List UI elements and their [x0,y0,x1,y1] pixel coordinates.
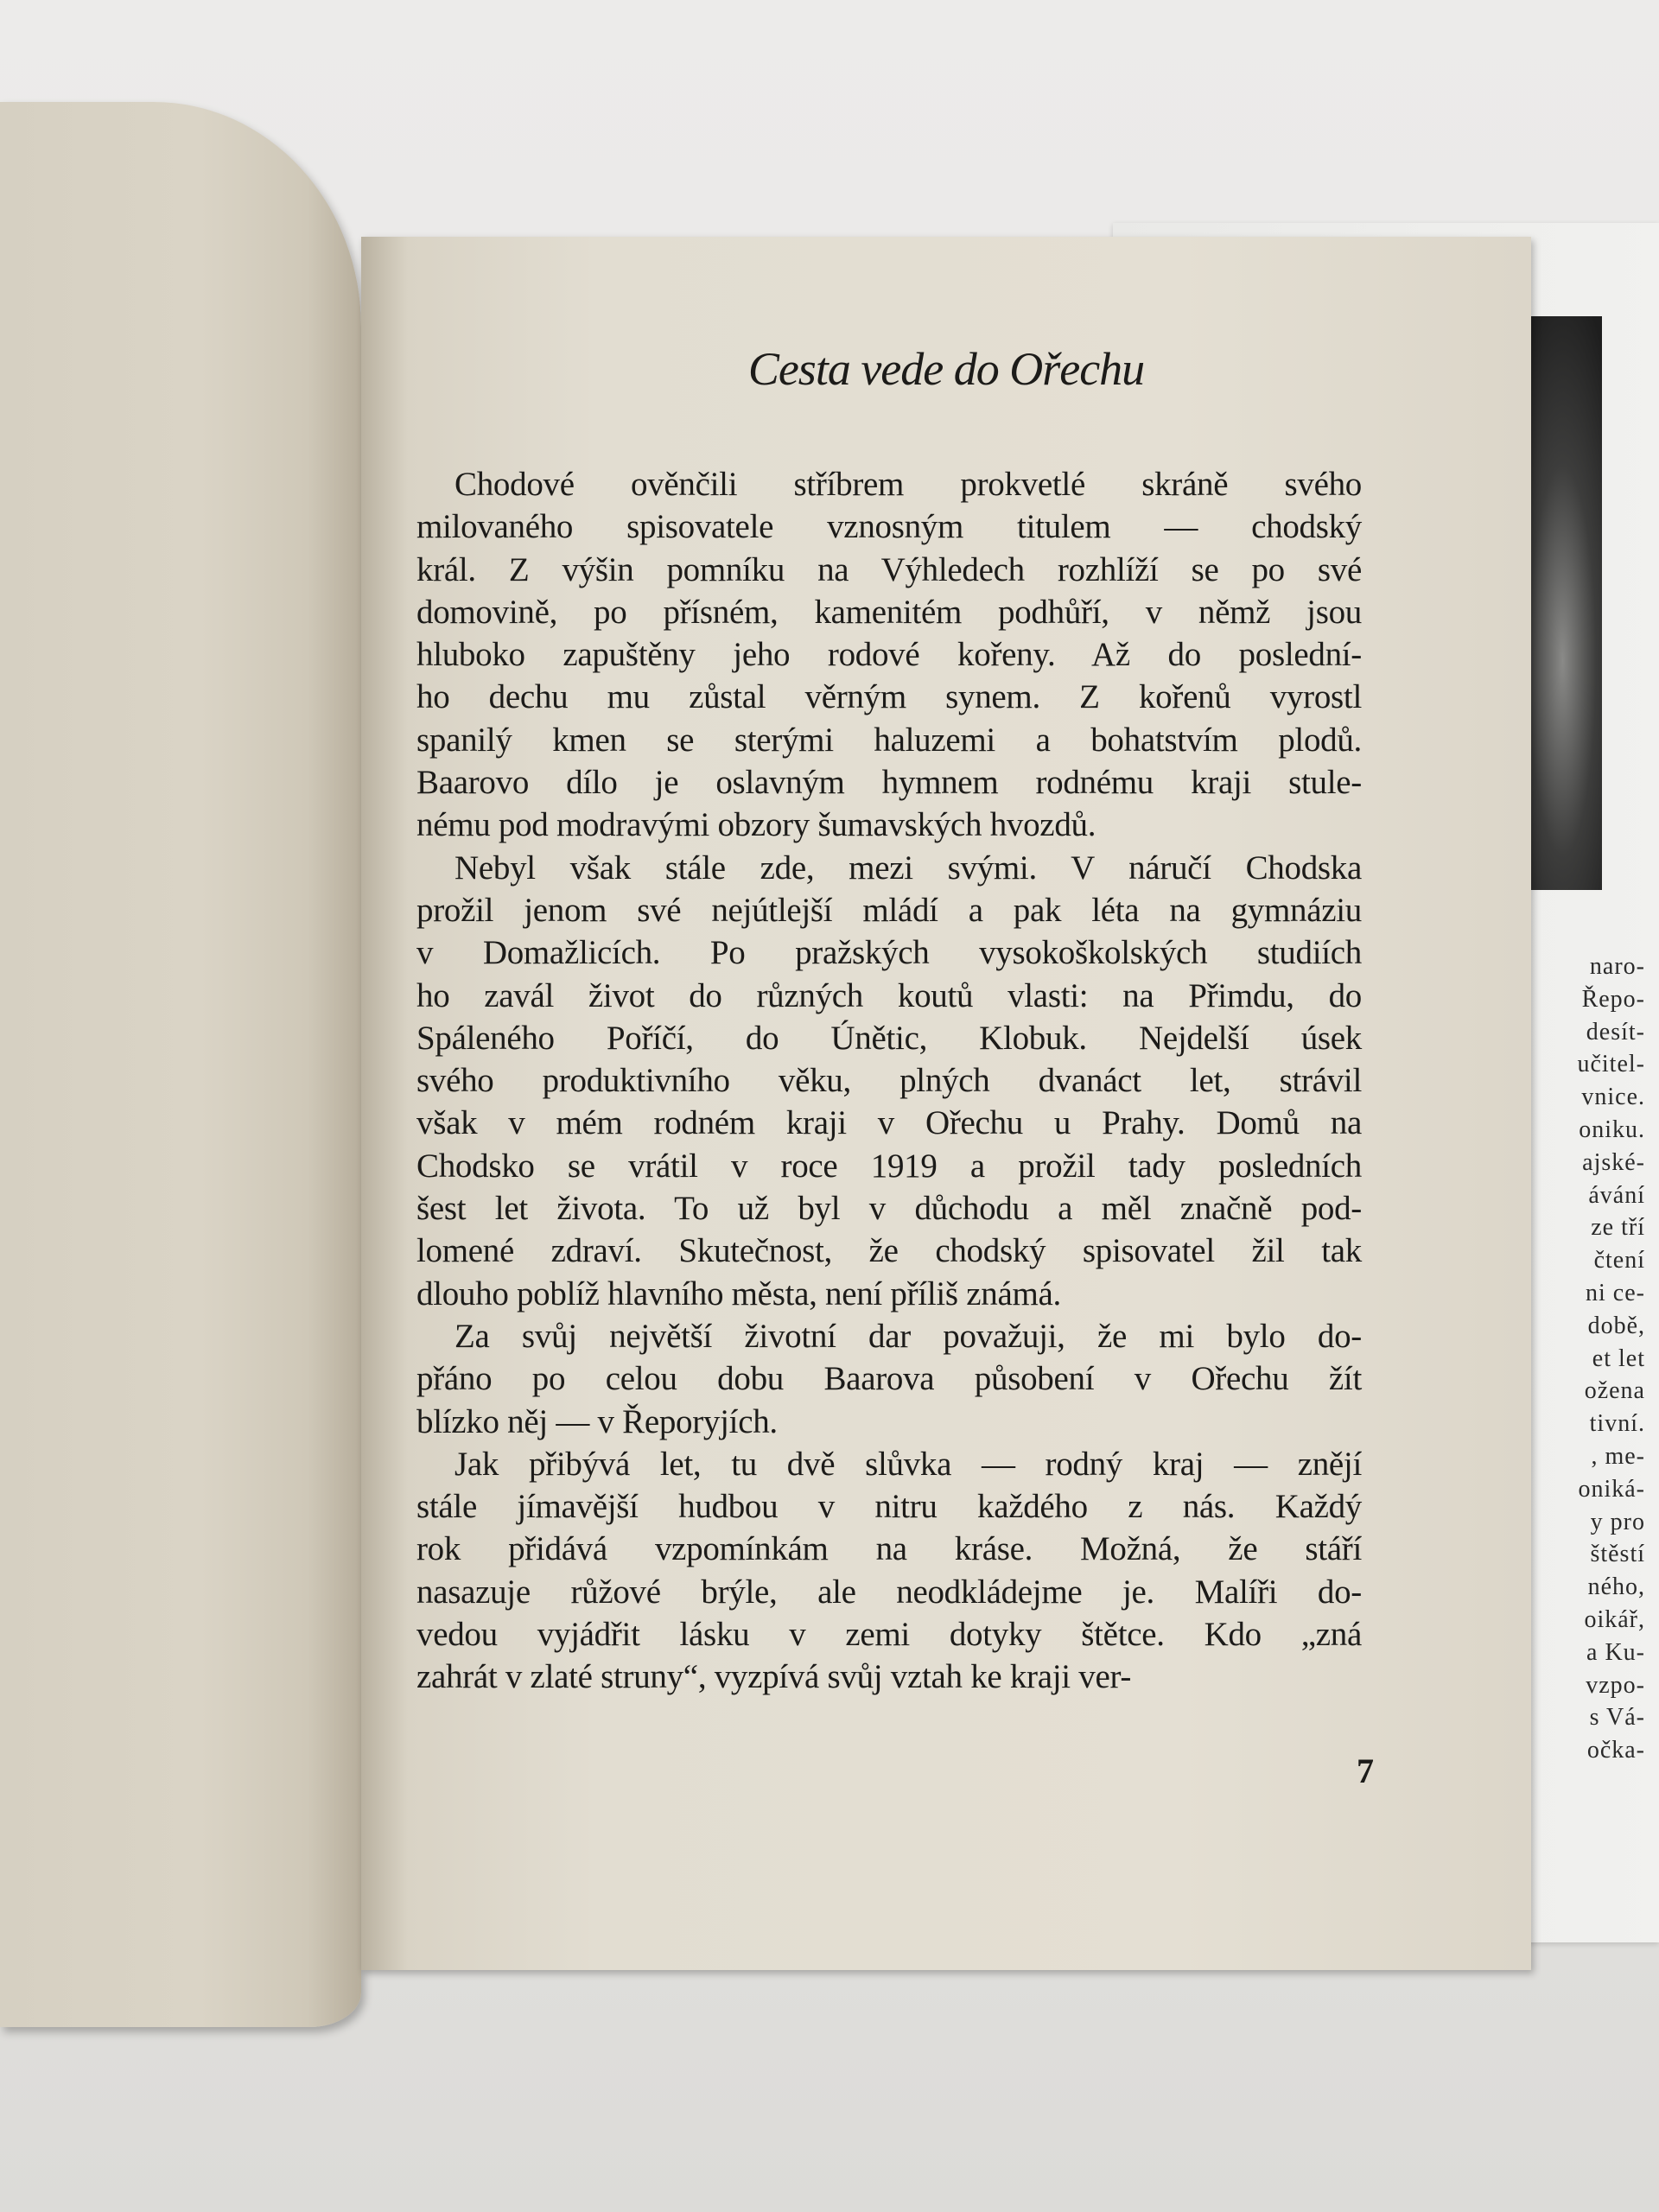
left-page [0,102,361,2027]
adjacent-text-fragment: ného, [1587,1573,1645,1601]
text-line: přáno po celou dobu Baarova působení v Ořechu žít [416,1360,1362,1398]
text-line: král. Z výšin pomníku na Výhledech rozhlíží se po své [416,550,1362,588]
adjacent-text-fragment: oniká- [1578,1475,1645,1503]
text-line: spanilý kmen se sterými haluzemi a bohatstvím plodů. [416,721,1362,759]
text-line: domovině, po přísném, kamenitém podhůří, v němž jsou [416,593,1362,631]
text-line: Chodové ověnčili stříbrem prokvetlé skráně svého [454,466,1362,503]
adjacent-text-fragment: očka- [1586,1737,1645,1764]
adjacent-text-fragment: a Ku- [1586,1638,1645,1666]
text-line: dlouho poblíž hlavního města, není příliš známá. [416,1274,1061,1313]
text-line: hluboko zapuštěny jeho rodové kořeny. Až do poslední- [416,636,1362,674]
text-line: prožil jenom své nejútlejší mládí a pak léta na gymnáziu [416,891,1362,929]
adjacent-text-fragment: s Vá- [1589,1704,1645,1732]
text-line: nému pod modravými obzory šumavských hvozdů. [416,806,1096,844]
text-line: Chodsko se vrátil v roce 1919 a prožil tady posledních [416,1147,1362,1185]
adjacent-text-fragment: oniku. [1579,1116,1645,1143]
page-number: 7 [1357,1751,1374,1790]
adjacent-text-fragment: ožena [1584,1377,1645,1405]
adjacent-text-fragment: tivní. [1589,1410,1645,1438]
text-line: Za svůj největší životní dar považuji, že mi bylo do- [454,1317,1362,1355]
text-line: rok přidává vzpomínkám na kráse. Možná, že stáří [416,1530,1362,1568]
adjacent-text-fragment: vzpo- [1586,1671,1645,1699]
adjacent-text-fragment: ajské- [1582,1148,1645,1176]
adjacent-text-fragment: ni ce- [1586,1280,1645,1306]
adjacent-text-fragment: vnice. [1581,1084,1645,1111]
text-line: svého produktivního věku, plných dvanáct let, strávil [416,1062,1362,1100]
body-text [416,463,1362,1699]
chapter-title: Cesta vede do Ořechu [747,343,1145,395]
adjacent-text-fragment: ze tří [1591,1214,1645,1242]
adjacent-text-fragment: učitel- [1577,1051,1645,1078]
text-line: šest let života. To už byl v důchodu a měl značně pod- [416,1190,1362,1228]
adjacent-page-text [1531,950,1645,1764]
text-line: milovaného spisovatele vznosným titulem — chodský [416,508,1362,546]
adjacent-text-fragment: čtení [1593,1247,1645,1274]
right-page [361,237,1531,1970]
adjacent-text-fragment: štěstí [1590,1541,1645,1568]
adjacent-text-fragment: naro- [1589,953,1645,980]
adjacent-text-fragment: ávání [1588,1181,1645,1209]
adjacent-text-fragment: , me- [1591,1443,1645,1470]
text-line: však v mém rodném kraji v Ořechu u Prahy. Domů na [416,1104,1362,1142]
text-line: stále jímavější hudbou v nitru každého z nás. Každý [416,1488,1362,1526]
text-line: blízko něj — v Řeporyjích. [416,1402,778,1440]
adjacent-text-fragment: desít- [1586,1018,1645,1046]
text-line: ho zavál život do různých koutů vlasti: na Přimdu, do [416,976,1362,1014]
adjacent-text-fragment: y pro [1590,1508,1645,1535]
text-line: ho dechu mu zůstal věrným synem. Z kořenů vyrostl [416,678,1362,716]
adjacent-text-fragment: et let [1592,1344,1645,1372]
text-line: Spáleného Poříčí, do Únětic, Klobuk. Nejdelší úsek [416,1019,1362,1057]
text-line: Nebyl však stále zde, mezi svými. V náručí Chodska [454,849,1362,887]
text-line: vedou vyjádřit lásku v zemi dotyky štětce. Kdo „zná [416,1616,1362,1654]
text-line: lomené zdraví. Skutečnost, že chodský spisovatel žil tak [416,1232,1362,1270]
adjacent-text-fragment: Řepo- [1581,985,1645,1013]
adjacent-text-fragment: oikář, [1584,1606,1645,1633]
text-line: v Domažlicích. Po pražských vysokoškolských studiích [416,934,1362,972]
text-line: zahrát v zlaté struny“, vyzpívá svůj vztah ke kraji ver- [416,1658,1132,1696]
text-line: nasazuje růžové brýle, ale neodkládejme je. Malíři do- [416,1573,1362,1611]
text-line: Baarovo dílo je oslavným hymnem rodnému kraji stule- [416,764,1362,802]
adjacent-text-fragment: době, [1587,1312,1645,1339]
text-line: Jak přibývá let, tu dvě slůvka — rodný kraj — znějí [454,1445,1362,1483]
